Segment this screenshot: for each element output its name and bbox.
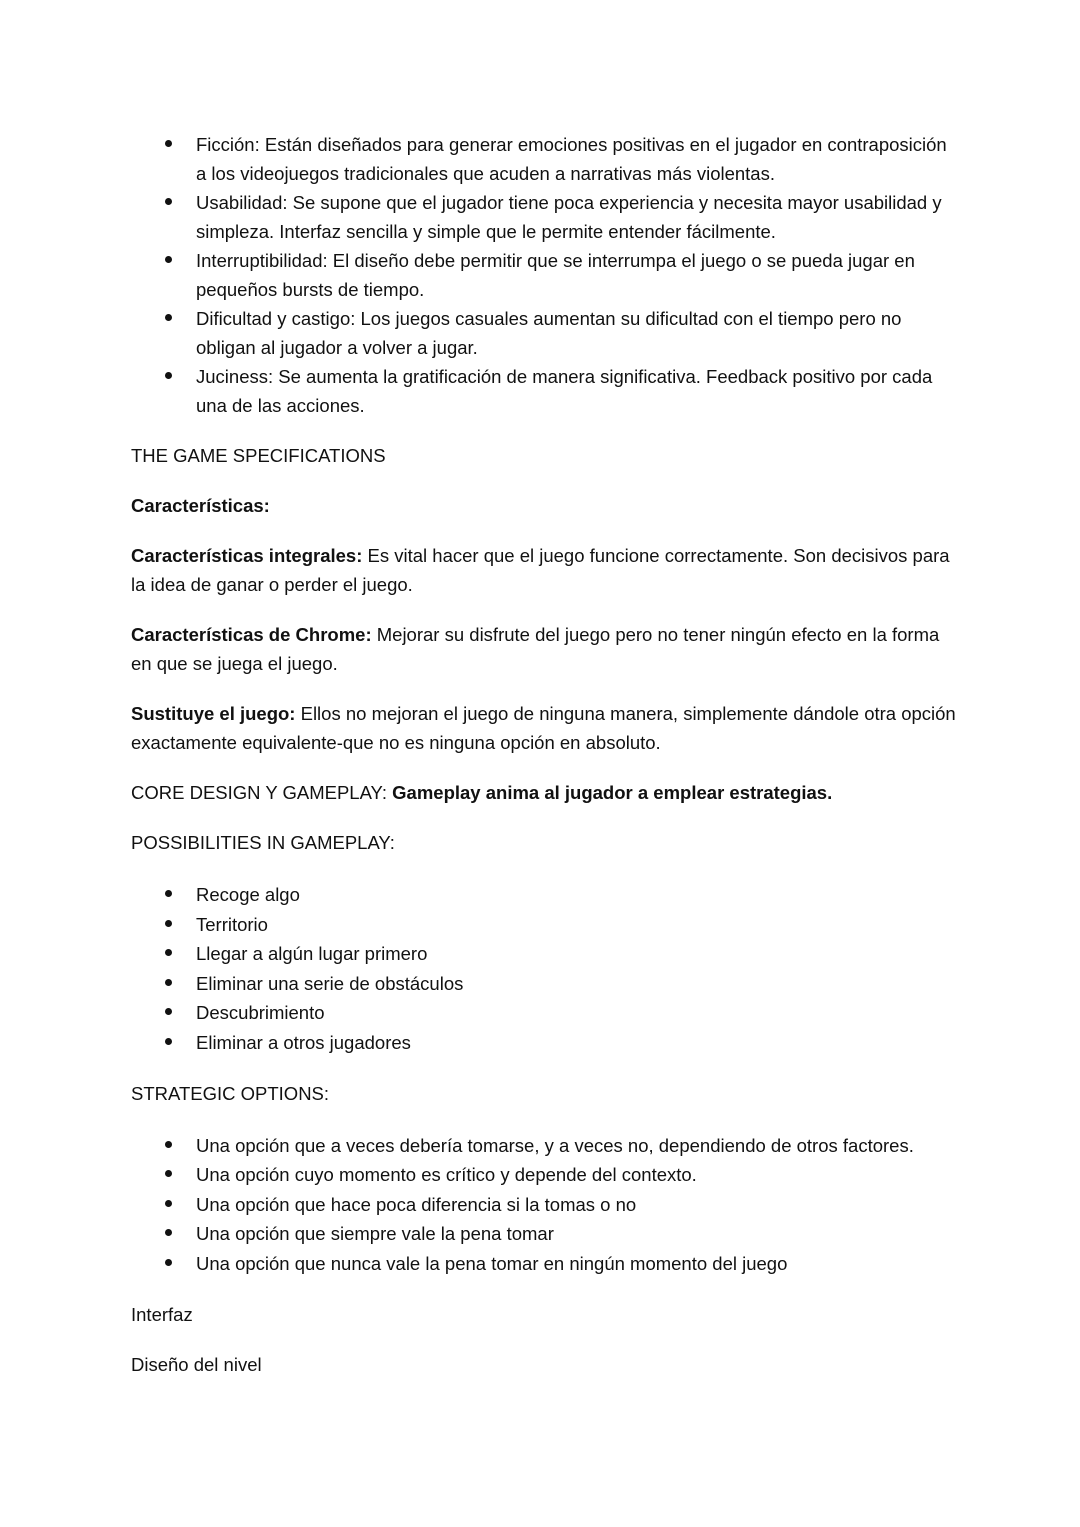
list-item <box>196 880 961 910</box>
list-item-text: Juciness: Se aumenta la gratificación de manera significativa. Feedback positivo por cada una de las acciones. <box>196 366 933 416</box>
bullet-icon <box>165 979 172 986</box>
list-item <box>196 1131 961 1161</box>
bullet-icon <box>165 140 172 147</box>
list-item-text: Una opción que nunca vale la pena tomar en ningún momento del juego <box>196 1252 788 1274</box>
intro-bullet-list <box>131 130 961 420</box>
bullet-icon <box>165 1038 172 1045</box>
game-specifications-heading: THE GAME SPECIFICATIONS <box>131 445 386 466</box>
bullet-icon <box>165 890 172 897</box>
bullet-icon <box>165 1259 172 1266</box>
list-item-text: Una opción que hace poca diferencia si la tomas o no <box>196 1193 637 1215</box>
list-item <box>196 188 961 246</box>
diseno-nivel-heading: Diseño del nivel <box>131 1353 262 1375</box>
bullet-icon <box>165 372 172 379</box>
document-body <box>131 130 961 1379</box>
possibilities-bullet-list <box>131 880 961 1058</box>
list-item <box>196 304 961 362</box>
interfaz-heading: Interfaz <box>131 1303 193 1325</box>
core-design-paragraph <box>131 778 961 807</box>
list-item-text: Descubrimiento <box>196 1002 325 1024</box>
list-item-text: Una opción que a veces debería tomarse, y a veces no, dependiendo de otros factores. <box>196 1134 914 1156</box>
list-item <box>196 910 961 940</box>
sustituye-paragraph <box>131 699 961 757</box>
bullet-icon <box>165 314 172 321</box>
list-item-text: Llegar a algún lugar primero <box>196 943 428 965</box>
list-item <box>196 998 961 1028</box>
list-item <box>196 130 961 188</box>
core-design-bold: Gameplay anima al jugador a emplear estrategias. <box>392 782 833 803</box>
list-item-text: Eliminar a otros jugadores <box>196 1031 411 1053</box>
list-item-text: Una opción que siempre vale la pena tomar <box>196 1223 554 1245</box>
bullet-icon <box>165 1170 172 1177</box>
integrales-text: Es vital hacer que el juego funcione correctamente. Son decisivos para la idea de ganar o perder el juego. <box>131 545 950 595</box>
sustituye-label: Sustituye el juego: <box>131 703 296 724</box>
chrome-label: Características de Chrome: <box>131 624 372 645</box>
list-item <box>196 362 961 420</box>
bullet-icon <box>165 949 172 956</box>
list-item <box>196 1028 961 1058</box>
list-item <box>196 1160 961 1190</box>
chrome-text: Mejorar su disfrute del juego pero no tener ningún efecto en la forma en que se juega el juego. <box>131 624 940 674</box>
list-item-text: Territorio <box>196 913 268 935</box>
list-item-text: Dificultad y castigo: Los juegos casuales aumentan su dificultad con el tiempo pero no obligan al jugador a volver a jugar. <box>196 308 902 358</box>
caracteristicas-heading-text: Características: <box>131 495 270 516</box>
strategic-options-heading: STRATEGIC OPTIONS: <box>131 1082 330 1104</box>
integrales-paragraph <box>131 541 961 599</box>
bullet-icon <box>165 198 172 205</box>
possibilities-heading: POSSIBILITIES IN GAMEPLAY: <box>131 832 395 853</box>
caracteristicas-heading <box>131 491 961 520</box>
list-item <box>196 246 961 304</box>
list-item <box>196 1249 961 1279</box>
bullet-icon <box>165 1141 172 1148</box>
list-item <box>196 1219 961 1249</box>
bullet-icon <box>165 256 172 263</box>
bullet-icon <box>165 1200 172 1207</box>
integrales-label: Características integrales: <box>131 545 363 566</box>
list-item <box>196 1190 961 1220</box>
sustituye-text: Ellos no mejoran el juego de ninguna manera, simplemente dándole otra opción exactamente equivalente-que no es ninguna opción en absoluto. <box>131 703 956 753</box>
list-item-text: Interruptibilidad: El diseño debe permitir que se interrumpa el juego o se pueda jugar en pequeños bursts de tiempo. <box>196 250 915 300</box>
list-item-text: Recoge algo <box>196 884 300 905</box>
list-item-text: Eliminar una serie de obstáculos <box>196 972 464 994</box>
bullet-icon <box>165 920 172 927</box>
bullet-icon <box>165 1008 172 1015</box>
bullet-icon <box>165 1229 172 1236</box>
chrome-paragraph <box>131 620 961 678</box>
list-item-text: Usabilidad: Se supone que el jugador tiene poca experiencia y necesita mayor usabilidad y simpleza. Interfaz sencilla y simple que le permite entender fácilmente. <box>196 192 942 242</box>
list-item <box>196 939 961 969</box>
list-item <box>196 969 961 999</box>
core-design-label: CORE DESIGN Y GAMEPLAY: <box>131 782 393 803</box>
list-item-text: Ficción: Están diseñados para generar emociones positivas en el jugador en contraposición a los videojuegos tradicionales que acuden a narrativas más violentas. <box>196 134 947 184</box>
list-item-text: Una opción cuyo momento es crítico y depende del contexto. <box>196 1164 697 1186</box>
strategic-bullet-list <box>131 1131 961 1279</box>
